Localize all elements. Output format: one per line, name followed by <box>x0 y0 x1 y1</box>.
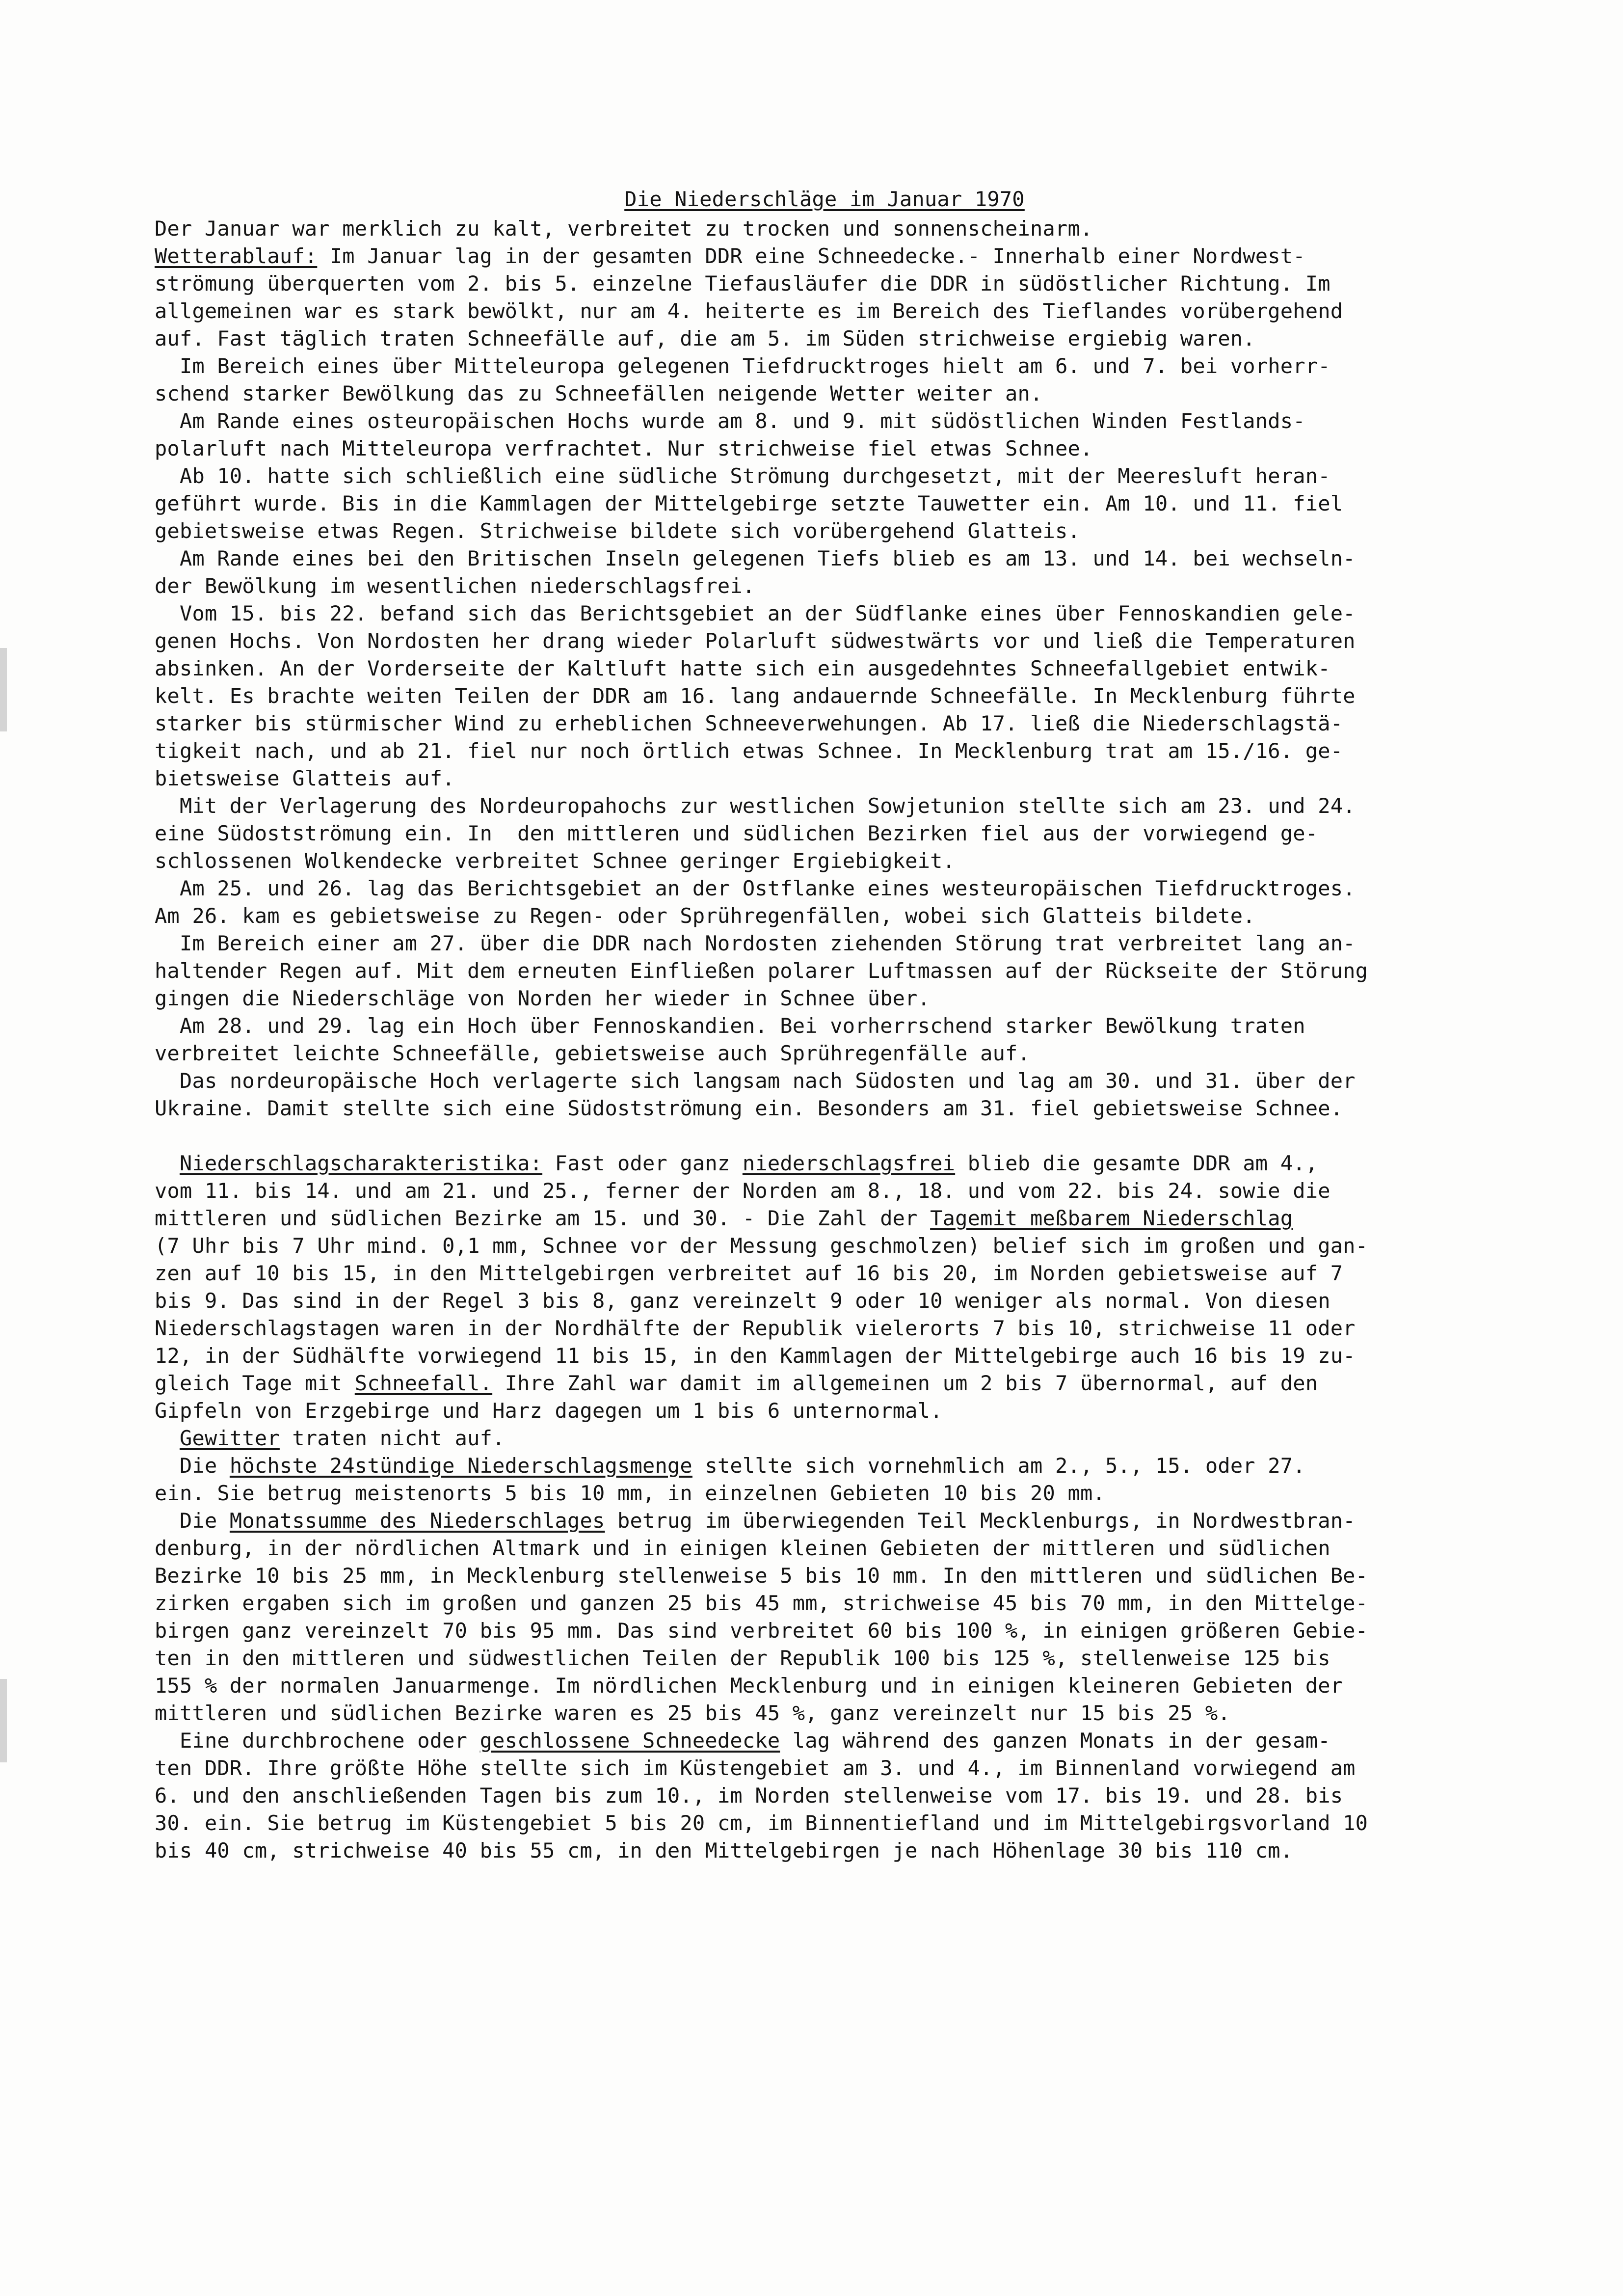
text-line <box>155 1205 1494 1232</box>
text-segment: betrug im überwiegenden Teil Mecklenburgs, in Nordwestbran- <box>605 1509 1356 1533</box>
text-line <box>155 765 1494 792</box>
text-line <box>155 1727 1494 1755</box>
underlined-term: Gewitter <box>179 1426 280 1450</box>
paragraph-osteuropa-hoch <box>155 407 1494 462</box>
text-segment: traten nicht auf. <box>279 1426 505 1450</box>
text-line <box>155 1370 1494 1397</box>
text-line <box>155 1012 1494 1040</box>
text-segment: gebietsweise etwas Regen. Strichweise bildete sich vorübergehend Glatteis. <box>155 519 1080 543</box>
document-title <box>155 186 1494 213</box>
text-line <box>155 1177 1494 1205</box>
text-segment: Gipfeln von Erzgebirge und Harz dagegen um 1 bis 6 unternormal. <box>155 1399 943 1423</box>
text-line <box>155 297 1494 325</box>
text-segment: Am 25. und 26. lag das Berichtsgebiet an der Ostflanke eines westeuropäischen Tiefdrucktroges. <box>155 876 1356 900</box>
text-segment: 12, in der Südhälfte vorwiegend 11 bis 15, in den Kammlagen der Mittelgebirge auch 16 bis 19 zu- <box>155 1344 1356 1368</box>
text-line <box>155 1067 1494 1095</box>
text-line <box>155 380 1494 407</box>
text-line <box>155 407 1494 435</box>
text-line <box>155 572 1494 600</box>
text-line <box>155 1645 1494 1672</box>
text-segment: genen Hochs. Von Nordosten her drang wieder Polarluft südwestwärts vor und ließ die Temperaturen <box>155 629 1356 653</box>
text-segment: 30. ein. Sie betrug im Küstengebiet 5 bis 20 cm, im Binnentiefland und im Mittelgebirgsvorland 10 <box>155 1811 1368 1835</box>
text-segment: schlossenen Wolkendecke verbreitet Schnee geringer Ergiebigkeit. <box>155 849 956 873</box>
text-segment: Vom 15. bis 22. befand sich das Berichtsgebiet an der Südflanke eines über Fennoskandien gele- <box>155 601 1356 625</box>
text-line <box>155 1342 1494 1370</box>
text-segment: vom 11. bis 14. und am 21. und 25., ferner der Norden am 8., 18. und vom 22. bis 24. sowie die <box>155 1179 1330 1203</box>
text-line <box>155 1782 1494 1810</box>
underlined-term: Wetterablauf: <box>155 244 318 268</box>
paragraph-wetterablauf <box>155 243 1494 352</box>
text-segment: schend starker Bewölkung das zu Schneefällen neigende Wetter weiter an. <box>155 381 1043 405</box>
text-segment: Am Rande eines bei den Britischen Inseln gelegenen Tiefs blieb es am 13. und 14. bei wechseln- <box>155 546 1356 570</box>
text-segment: gingen die Niederschläge von Norden her wieder in Schnee über. <box>155 986 931 1010</box>
text-segment: Bezirke 10 bis 25 mm, in Mecklenburg stellenweise 5 bis 10 mm. In den mittleren und südlichen Be- <box>155 1564 1368 1588</box>
text-line <box>155 1700 1494 1727</box>
paragraph-schneedecke <box>155 1727 1494 1864</box>
underlined-term: Tagemit meßbarem Niederschlag <box>930 1206 1293 1230</box>
text-segment: denburg, in der nördlichen Altmark und in einigen kleinen Gebieten der mittleren und südlichen <box>155 1536 1330 1560</box>
paragraph-list <box>155 215 1494 1864</box>
text-segment: 155 % der normalen Januarmenge. Im nördlichen Mecklenburg und in einigen kleineren Gebieten der <box>155 1674 1343 1698</box>
text-segment: geführt wurde. Bis in die Kammlagen der Mittelgebirge setzte Tauwetter ein. Am 10. und 11. fiel <box>155 491 1343 515</box>
text-segment: mittleren und südlichen Bezirke am 15. und 30. - Die Zahl der <box>155 1206 931 1230</box>
text-line <box>155 545 1494 572</box>
text-segment: tigkeit nach, und ab 21. fiel nur noch örtlich etwas Schnee. In Mecklenburg trat am 15./16. ge- <box>155 739 1343 763</box>
text-segment: Die <box>155 1454 230 1478</box>
text-line <box>155 820 1494 847</box>
text-segment: ten in den mittleren und südwestlichen Teilen der Republik 100 bis 125 %, stellenweise 125 bis <box>155 1646 1330 1670</box>
text-line <box>155 1672 1494 1700</box>
text-line <box>155 1535 1494 1562</box>
paragraph-suedliche-stroemung <box>155 462 1494 545</box>
text-segment: 6. und den anschließenden Tagen bis zum 10., im Norden stellenweise vom 17. bis 19. und 28. bis <box>155 1783 1343 1808</box>
text-line <box>155 682 1494 710</box>
text-segment: Im Bereich eines über Mitteleuropa gelegenen Tiefdrucktroges hielt am 6. und 7. bei vorherr- <box>155 354 1330 378</box>
text-line <box>155 215 1494 243</box>
text-line <box>155 1480 1494 1507</box>
text-line <box>155 737 1494 765</box>
text-line <box>155 1837 1494 1864</box>
text-line <box>155 1810 1494 1837</box>
text-segment: Am 28. und 29. lag ein Hoch über Fennoskandien. Bei vorherrschend starker Bewölkung traten <box>155 1014 1305 1038</box>
text-segment: verbreitet leichte Schneefälle, gebietsweise auch Sprühregenfälle auf. <box>155 1041 1031 1065</box>
text-segment: allgemeinen war es stark bewölkt, nur am 4. heiterte es im Bereich des Tieflandes vorübergehend <box>155 299 1343 323</box>
text-line <box>155 435 1494 462</box>
text-line <box>155 1617 1494 1645</box>
text-segment: starker bis stürmischer Wind zu erheblichen Schneeverwehungen. Ab 17. ließ die Niederschlagstä- <box>155 711 1343 735</box>
text-line <box>155 902 1494 930</box>
text-segment: Die <box>155 1509 230 1533</box>
text-segment: zirken ergaben sich im großen und ganzen 25 bis 45 mm, strichweise 45 bis 70 mm, in den Mittelge- <box>155 1591 1368 1615</box>
text-segment: Am Rande eines osteuropäischen Hochs wurde am 8. und 9. mit südöstlichen Winden Festlands- <box>155 409 1305 433</box>
text-segment: gleich Tage mit <box>155 1371 355 1395</box>
text-segment: Mit der Verlagerung des Nordeuropahochs zur westlichen Sowjetunion stellte sich am 23. und 24. <box>155 794 1356 818</box>
text-segment: (7 Uhr bis 7 Uhr mind. 0,1 mm, Schnee vor der Messung geschmolzen) belief sich im großen und gan- <box>155 1234 1368 1258</box>
paragraph-intro <box>155 215 1494 243</box>
text-line <box>155 600 1494 627</box>
paragraph-tiefdrucktrog <box>155 352 1494 407</box>
paragraph-nordeuropahoch <box>155 792 1494 875</box>
text-line <box>155 792 1494 820</box>
paragraph-gewitter <box>155 1425 1494 1452</box>
text-line <box>155 1590 1494 1617</box>
text-segment: Am 26. kam es gebietsweise zu Regen- oder Sprühregenfällen, wobei sich Glatteis bildete. <box>155 904 1255 928</box>
text-segment: auf. Fast täglich traten Schneefälle auf, die am 5. im Süden strichweise ergiebig waren. <box>155 326 1255 351</box>
text-segment: Niederschlagstagen waren in der Nordhälfte der Republik vielerorts 7 bis 10, strichweise 11 oder <box>155 1316 1356 1340</box>
text-segment: Eine durchbrochene oder <box>155 1729 480 1753</box>
text-segment: bietsweise Glatteis auf. <box>155 766 455 790</box>
paragraph-westeuropa-trog <box>155 875 1494 930</box>
text-line <box>155 1040 1494 1067</box>
text-line <box>155 243 1494 270</box>
paragraph-hoch-fennoskandien <box>155 1012 1494 1067</box>
text-line <box>155 1425 1494 1452</box>
text-segment: Der Januar war merklich zu kalt, verbreitet zu trocken und sonnenscheinarm. <box>155 216 1093 241</box>
underlined-term: Niederschlagscharakteristika: <box>179 1151 543 1175</box>
scan-edge-mark <box>0 648 7 731</box>
text-line <box>155 985 1494 1012</box>
text-segment: zen auf 10 bis 15, in den Mittelgebirgen verbreitet auf 16 bis 20, im Norden gebietsweise auf 7 <box>155 1261 1343 1285</box>
text-segment <box>155 1426 180 1450</box>
underlined-term: niederschlagsfrei <box>742 1151 956 1175</box>
text-segment: der Bewölkung im wesentlichen niederschlagsfrei. <box>155 574 755 598</box>
text-segment: ten DDR. Ihre größte Höhe stellte sich im Küstengebiet am 3. und 4., im Binnenland vorwiegend am <box>155 1756 1356 1780</box>
paragraph-monatssumme <box>155 1507 1494 1727</box>
text-line <box>155 325 1494 352</box>
text-segment: mittleren und südlichen Bezirke waren es 25 bis 45 %, ganz vereinzelt nur 15 bis 25 %. <box>155 1701 1230 1725</box>
text-line <box>155 930 1494 957</box>
text-segment: bis 40 cm, strichweise 40 bis 55 cm, in den Mittelgebirgen je nach Höhenlage 30 bis 110 cm. <box>155 1838 1293 1863</box>
text-segment: blieb die gesamte DDR am 4., <box>955 1151 1318 1175</box>
text-line <box>155 1095 1494 1122</box>
text-segment: Ab 10. hatte sich schließlich eine südliche Strömung durchgesetzt, mit der Meeresluft heran- <box>155 464 1330 488</box>
text-line <box>155 517 1494 545</box>
text-line <box>155 875 1494 902</box>
text-segment: Ukraine. Damit stellte sich eine Südostströmung ein. Besonders am 31. fiel gebietsweise Schnee. <box>155 1096 1343 1120</box>
text-segment: eine Südostströmung ein. In den mittleren und südlichen Bezirken fiel aus der vorwiegend ge- <box>155 821 1318 845</box>
text-segment: kelt. Es brachte weiten Teilen der DDR am 16. lang andauernde Schneefälle. In Mecklenburg führte <box>155 684 1356 708</box>
text-line <box>155 710 1494 737</box>
scan-edge-mark <box>0 1679 7 1762</box>
paragraph-fennoskandien-hoch <box>155 600 1494 792</box>
text-line <box>155 847 1494 875</box>
text-line <box>155 655 1494 682</box>
document-title-text: Die Niederschläge im Januar 1970 <box>624 187 1025 211</box>
text-line <box>155 270 1494 297</box>
text-segment: Im Bereich einer am 27. über die DDR nach Nordosten ziehenden Störung trat verbreitet lang an- <box>155 931 1356 955</box>
text-segment: Fast oder ganz <box>542 1151 743 1175</box>
document-body <box>155 186 1494 1864</box>
text-line <box>155 627 1494 655</box>
text-line <box>155 462 1494 490</box>
text-segment: Im Januar lag in der gesamten DDR eine Schneedecke.- Innerhalb einer Nordwest- <box>317 244 1305 268</box>
text-line <box>155 352 1494 380</box>
text-segment: ein. Sie betrug meistenorts 5 bis 10 mm, in einzelnen Gebieten 10 bis 20 mm. <box>155 1481 1105 1505</box>
underlined-term: Monatssumme des Niederschlages <box>229 1509 605 1533</box>
text-line <box>155 1397 1494 1425</box>
text-segment: Das nordeuropäische Hoch verlagerte sich langsam nach Südosten und lag am 30. und 31. über der <box>155 1069 1356 1093</box>
text-segment <box>155 1151 180 1175</box>
text-segment: strömung überquerten vom 2. bis 5. einzelne Tiefausläufer die DDR in südöstlicher Richtung. Im <box>155 271 1330 296</box>
paragraph-britische-inseln <box>155 545 1494 600</box>
paragraph-hoechste-menge <box>155 1452 1494 1507</box>
text-line <box>155 957 1494 985</box>
underlined-term: Schneefall. <box>354 1371 493 1395</box>
text-segment: stellte sich vornehmlich am 2., 5., 15. oder 27. <box>692 1454 1305 1478</box>
text-segment: polarluft nach Mitteleuropa verfrachtet. Nur strichweise fiel etwas Schnee. <box>155 436 1093 460</box>
underlined-term: geschlossene Schneedecke <box>479 1729 780 1753</box>
text-line <box>155 1150 1494 1177</box>
paragraph-niederschlagscharakteristika <box>155 1150 1494 1425</box>
text-segment: lag während des ganzen Monats in der gesam- <box>780 1729 1330 1753</box>
text-line <box>155 490 1494 517</box>
text-line <box>155 1507 1494 1535</box>
text-segment: haltender Regen auf. Mit dem erneuten Einfließen polarer Luftmassen auf der Rückseite der Störung <box>155 959 1368 983</box>
text-line <box>155 1232 1494 1260</box>
text-line <box>155 1452 1494 1480</box>
text-line <box>155 1260 1494 1287</box>
text-segment: bis 9. Das sind in der Regel 3 bis 8, ganz vereinzelt 9 oder 10 weniger als normal. Von diesen <box>155 1289 1330 1313</box>
text-line <box>155 1315 1494 1342</box>
text-line <box>155 1287 1494 1315</box>
text-segment: birgen ganz vereinzelt 70 bis 95 mm. Das sind verbreitet 60 bis 100 %, in einigen größeren Gebie- <box>155 1619 1368 1643</box>
text-segment: Ihre Zahl war damit im allgemeinen um 2 bis 7 übernormal, auf den <box>492 1371 1318 1395</box>
paragraph-nordeuropaeisches-hoch <box>155 1067 1494 1122</box>
text-segment: absinken. An der Vorderseite der Kaltluft hatte sich ein ausgedehntes Schneefallgebiet entwik- <box>155 656 1330 680</box>
paragraph-stoerung <box>155 930 1494 1012</box>
underlined-term: höchste 24stündige Niederschlagsmenge <box>229 1454 692 1478</box>
text-line <box>155 1755 1494 1782</box>
text-line <box>155 1562 1494 1590</box>
paragraph-gap <box>155 1122 1494 1150</box>
